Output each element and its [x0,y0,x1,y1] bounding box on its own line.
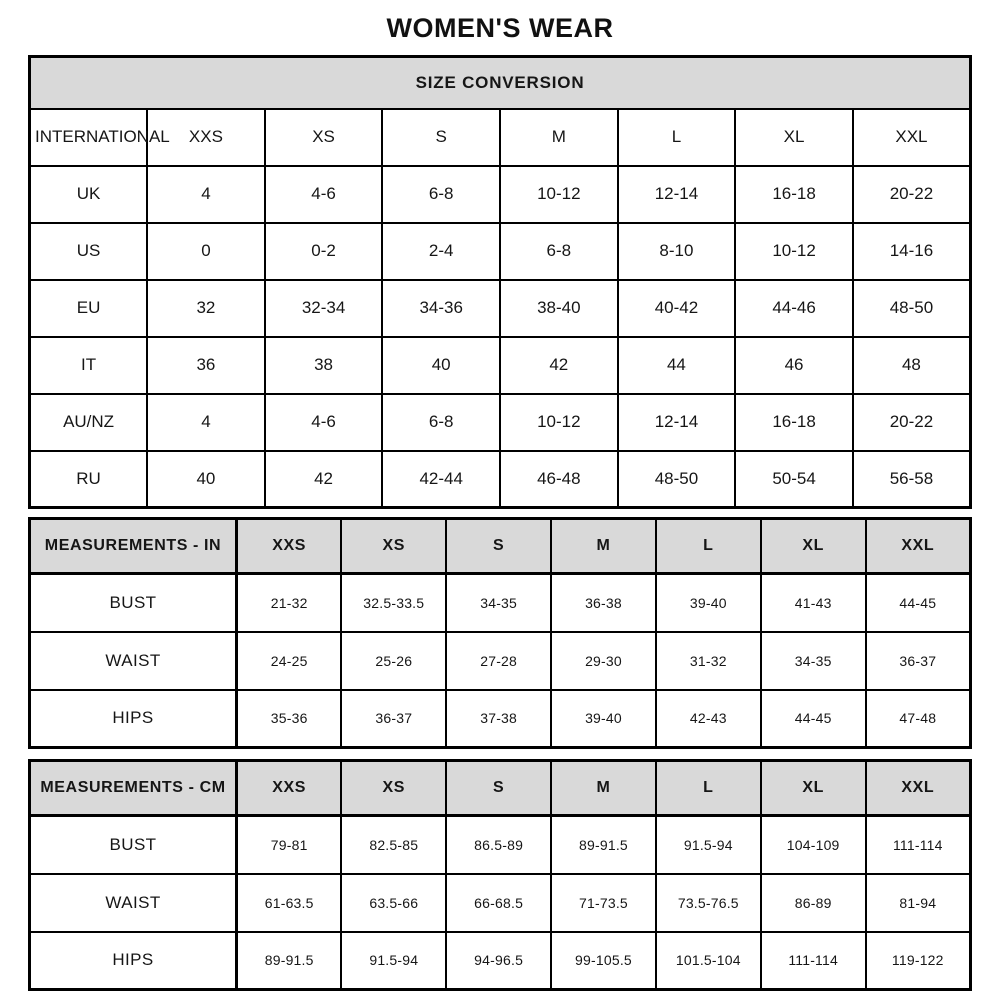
column-header: S [446,519,551,574]
value-cell: 111-114 [866,816,971,874]
value-cell: 86-89 [761,874,866,932]
table-row [30,816,971,874]
column-header: XS [341,761,446,816]
row-label: WAIST [30,632,237,690]
value-cell: 104-109 [761,816,866,874]
value-cell: 73.5-76.5 [656,874,761,932]
value-cell: 20-22 [853,166,971,223]
value-cell: 4-6 [265,166,383,223]
value-cell: 40 [382,337,500,394]
value-cell: 89-91.5 [237,932,342,990]
table-row [30,632,971,690]
row-label: HIPS [30,690,237,748]
row-label: IT [30,337,148,394]
row-label: WAIST [30,874,237,932]
value-cell: 38 [265,337,383,394]
column-header-row [30,761,971,816]
value-cell: 81-94 [866,874,971,932]
column-header: M [551,761,656,816]
value-cell: 4 [147,166,265,223]
value-cell: 42 [500,337,618,394]
value-cell: 4 [147,394,265,451]
value-cell: 14-16 [853,223,971,280]
row-header-column-title: MEASUREMENTS - CM [30,761,237,816]
value-cell: 37-38 [446,690,551,748]
value-cell: 86.5-89 [446,816,551,874]
value-cell: 111-114 [761,932,866,990]
value-cell: 42-43 [656,690,761,748]
value-cell: 48-50 [618,451,736,508]
measurements-cm-table [28,759,972,991]
value-cell: 39-40 [656,574,761,632]
row-label: US [30,223,148,280]
value-cell: 56-58 [853,451,971,508]
value-cell: 41-43 [761,574,866,632]
value-cell: 44-46 [735,280,853,337]
row-label: HIPS [30,932,237,990]
value-cell: 16-18 [735,166,853,223]
value-cell: 66-68.5 [446,874,551,932]
column-header-row [30,519,971,574]
value-cell: 119-122 [866,932,971,990]
value-cell: 20-22 [853,394,971,451]
column-header-row [30,109,971,166]
value-cell: 46 [735,337,853,394]
value-cell: 46-48 [500,451,618,508]
value-cell: 24-25 [237,632,342,690]
value-cell: 91.5-94 [341,932,446,990]
value-cell: 4-6 [265,394,383,451]
value-cell: 6-8 [382,166,500,223]
column-header: M [551,519,656,574]
table-row [30,932,971,990]
column-header: L [656,761,761,816]
value-cell: 36-37 [866,632,971,690]
value-cell: 0 [147,223,265,280]
value-cell: 38-40 [500,280,618,337]
value-cell: 6-8 [500,223,618,280]
value-cell: 42-44 [382,451,500,508]
value-cell: 44 [618,337,736,394]
table-row [30,574,971,632]
table-row [30,280,971,337]
value-cell: 12-14 [618,166,736,223]
value-cell: 2-4 [382,223,500,280]
value-cell: 31-32 [656,632,761,690]
value-cell: 12-14 [618,394,736,451]
column-header: XXL [866,761,971,816]
value-cell: 16-18 [735,394,853,451]
value-cell: 10-12 [500,394,618,451]
value-cell: 29-30 [551,632,656,690]
value-cell: 40-42 [618,280,736,337]
value-cell: 89-91.5 [551,816,656,874]
value-cell: 0-2 [265,223,383,280]
size-conversion-table [28,55,972,509]
value-cell: 6-8 [382,394,500,451]
column-header: XXL [853,109,971,166]
column-header: L [618,109,736,166]
value-cell: 91.5-94 [656,816,761,874]
value-cell: 32 [147,280,265,337]
value-cell: 82.5-85 [341,816,446,874]
value-cell: 25-26 [341,632,446,690]
column-header: XL [735,109,853,166]
table-banner-row [30,57,971,109]
row-label: AU/NZ [30,394,148,451]
value-cell: 94-96.5 [446,932,551,990]
column-header: XL [761,761,866,816]
value-cell: 63.5-66 [341,874,446,932]
value-cell: 48-50 [853,280,971,337]
column-header: S [382,109,500,166]
column-header: S [446,761,551,816]
value-cell: 10-12 [735,223,853,280]
value-cell: 27-28 [446,632,551,690]
column-header: XXS [237,519,342,574]
value-cell: 79-81 [237,816,342,874]
value-cell: 50-54 [735,451,853,508]
table-row [30,690,971,748]
column-header: L [656,519,761,574]
value-cell: 32-34 [265,280,383,337]
row-header-column-title: MEASUREMENTS - IN [30,519,237,574]
value-cell: 36 [147,337,265,394]
column-header: XXS [237,761,342,816]
value-cell: 34-36 [382,280,500,337]
value-cell: 61-63.5 [237,874,342,932]
value-cell: 44-45 [866,574,971,632]
row-label: EU [30,280,148,337]
value-cell: 32.5-33.5 [341,574,446,632]
value-cell: 36-37 [341,690,446,748]
value-cell: 99-105.5 [551,932,656,990]
column-header: XXL [866,519,971,574]
value-cell: 101.5-104 [656,932,761,990]
row-label: BUST [30,574,237,632]
table-row [30,337,971,394]
column-header: M [500,109,618,166]
value-cell: 10-12 [500,166,618,223]
page-title: WOMEN'S WEAR [386,13,614,43]
row-label: BUST [30,816,237,874]
column-header: XS [265,109,383,166]
value-cell: 48 [853,337,971,394]
value-cell: 8-10 [618,223,736,280]
value-cell: 71-73.5 [551,874,656,932]
row-header-column-title: INTERNATIONAL [30,109,148,166]
value-cell: 44-45 [761,690,866,748]
table-row [30,166,971,223]
value-cell: 42 [265,451,383,508]
column-header: XXS [147,109,265,166]
value-cell: 35-36 [237,690,342,748]
value-cell: 39-40 [551,690,656,748]
column-header: XL [761,519,866,574]
table-banner: SIZE CONVERSION [30,57,971,109]
value-cell: 34-35 [446,574,551,632]
value-cell: 34-35 [761,632,866,690]
value-cell: 40 [147,451,265,508]
table-row [30,223,971,280]
column-header: XS [341,519,446,574]
row-label: RU [30,451,148,508]
value-cell: 36-38 [551,574,656,632]
value-cell: 47-48 [866,690,971,748]
row-label: UK [30,166,148,223]
value-cell: 21-32 [237,574,342,632]
table-row [30,394,971,451]
table-row [30,451,971,508]
table-row [30,874,971,932]
measurements-in-table [28,517,972,749]
